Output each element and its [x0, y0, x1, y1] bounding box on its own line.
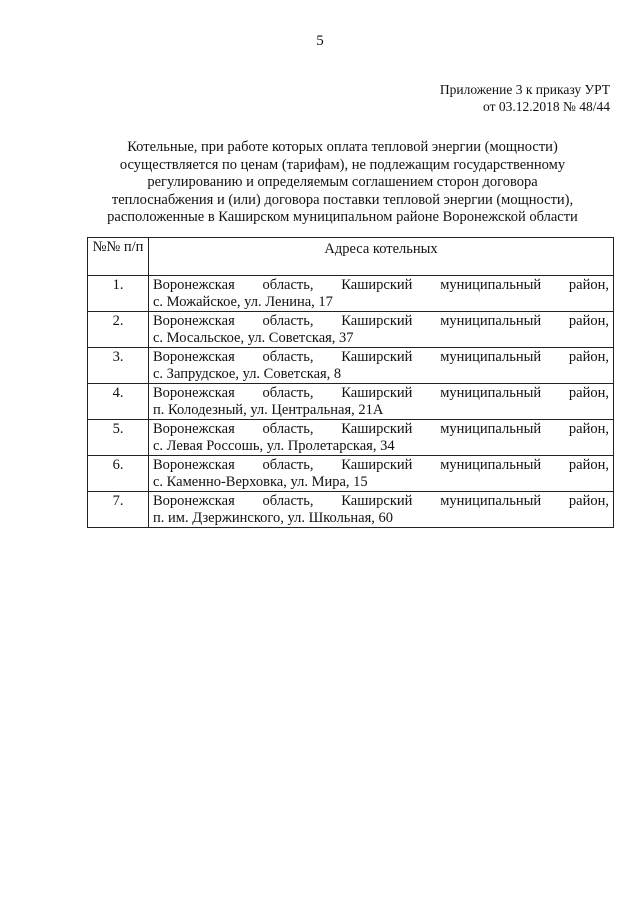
address-word: Каширский — [341, 277, 413, 293]
address-word: Воронежская — [153, 385, 235, 401]
address-word: район, — [568, 493, 609, 509]
header-address: Адреса котельных — [149, 238, 614, 276]
address-word: Воронежская — [153, 313, 235, 329]
appendix-reference — [360, 81, 610, 115]
address-word: Каширский — [341, 457, 413, 473]
address-line-2: п. Колодезный, ул. Центральная, 21А — [153, 402, 384, 418]
address-word: область, — [262, 277, 314, 293]
address-word: Каширский — [341, 313, 413, 329]
address-word: Воронежская — [153, 457, 235, 473]
row-address — [149, 348, 614, 384]
address-word: Воронежская — [153, 421, 235, 437]
address-word: район, — [568, 457, 609, 473]
row-address — [149, 420, 614, 456]
appendix-line-2: от 03.12.2018 № 48/44 — [483, 99, 610, 114]
address-word: район, — [568, 421, 609, 437]
address-line-2: с. Каменно-Верховка, ул. Мира, 15 — [153, 474, 368, 490]
table-row — [88, 348, 614, 384]
address-word: Воронежская — [153, 349, 235, 365]
address-word: район, — [568, 313, 609, 329]
row-number: 4. — [88, 384, 149, 420]
address-word: муниципальный — [440, 385, 542, 401]
page-number: 5 — [316, 33, 324, 49]
address-line-1 — [153, 385, 609, 402]
address-word: область, — [262, 313, 314, 329]
address-line-1 — [153, 349, 609, 366]
row-address — [149, 276, 614, 312]
row-number: 1. — [88, 276, 149, 312]
address-word: район, — [568, 277, 609, 293]
address-word: Каширский — [341, 349, 413, 365]
appendix-line-1: Приложение 3 к приказу УРТ — [439, 82, 610, 97]
address-line-2: с. Мосальское, ул. Советская, 37 — [153, 330, 354, 346]
row-address — [149, 384, 614, 420]
address-word: Каширский — [341, 493, 413, 509]
row-number: 3. — [88, 348, 149, 384]
address-word: Каширский — [341, 421, 413, 437]
row-address — [149, 456, 614, 492]
address-word: область, — [262, 493, 314, 509]
table-row — [88, 492, 614, 528]
address-word: муниципальный — [440, 421, 542, 437]
table-row — [88, 312, 614, 348]
address-word: муниципальный — [440, 457, 542, 473]
address-word: область, — [262, 385, 314, 401]
document-title: Котельные, при работе которых оплата тепловой энергии (мощности) осуществляется по ценам (тарифам), не подлежащим государственному регулированию и определяемым соглашением сторон договора теплоснабжения и (или) договора поставки тепловой энергии (мощности), расположенные в Каширском муниципальном районе Воронежской области — [107, 139, 578, 225]
header-number: №№ п/п — [88, 238, 149, 276]
row-address — [149, 312, 614, 348]
table-row — [88, 384, 614, 420]
address-word: район, — [568, 349, 609, 365]
row-number: 6. — [88, 456, 149, 492]
address-line-1 — [153, 313, 609, 330]
row-number: 7. — [88, 492, 149, 528]
address-word: район, — [568, 385, 609, 401]
address-word: Воронежская — [153, 493, 235, 509]
address-line-1 — [153, 457, 609, 474]
address-line-1 — [153, 493, 609, 510]
row-number: 5. — [88, 420, 149, 456]
table-row — [88, 276, 614, 312]
address-word: Воронежская — [153, 277, 235, 293]
address-line-2: с. Можайское, ул. Ленина, 17 — [153, 294, 333, 310]
address-line-2: с. Запрудское, ул. Советская, 8 — [153, 366, 342, 382]
address-line-2: п. им. Дзержинского, ул. Школьная, 60 — [153, 510, 394, 526]
address-word: область, — [262, 457, 314, 473]
address-line-1 — [153, 277, 609, 294]
address-word: Каширский — [341, 385, 413, 401]
address-word: муниципальный — [440, 313, 542, 329]
address-word: муниципальный — [440, 349, 542, 365]
address-line-2: с. Левая Россошь, ул. Пролетарская, 34 — [153, 438, 395, 454]
address-line-1 — [153, 421, 609, 438]
row-number: 2. — [88, 312, 149, 348]
address-word: область, — [262, 421, 314, 437]
address-word: муниципальный — [440, 493, 542, 509]
row-address — [149, 492, 614, 528]
table-row — [88, 456, 614, 492]
boiler-address-table — [87, 237, 614, 528]
address-word: муниципальный — [440, 277, 542, 293]
table-row — [88, 420, 614, 456]
table-header-row — [88, 238, 614, 276]
address-word: область, — [262, 349, 314, 365]
